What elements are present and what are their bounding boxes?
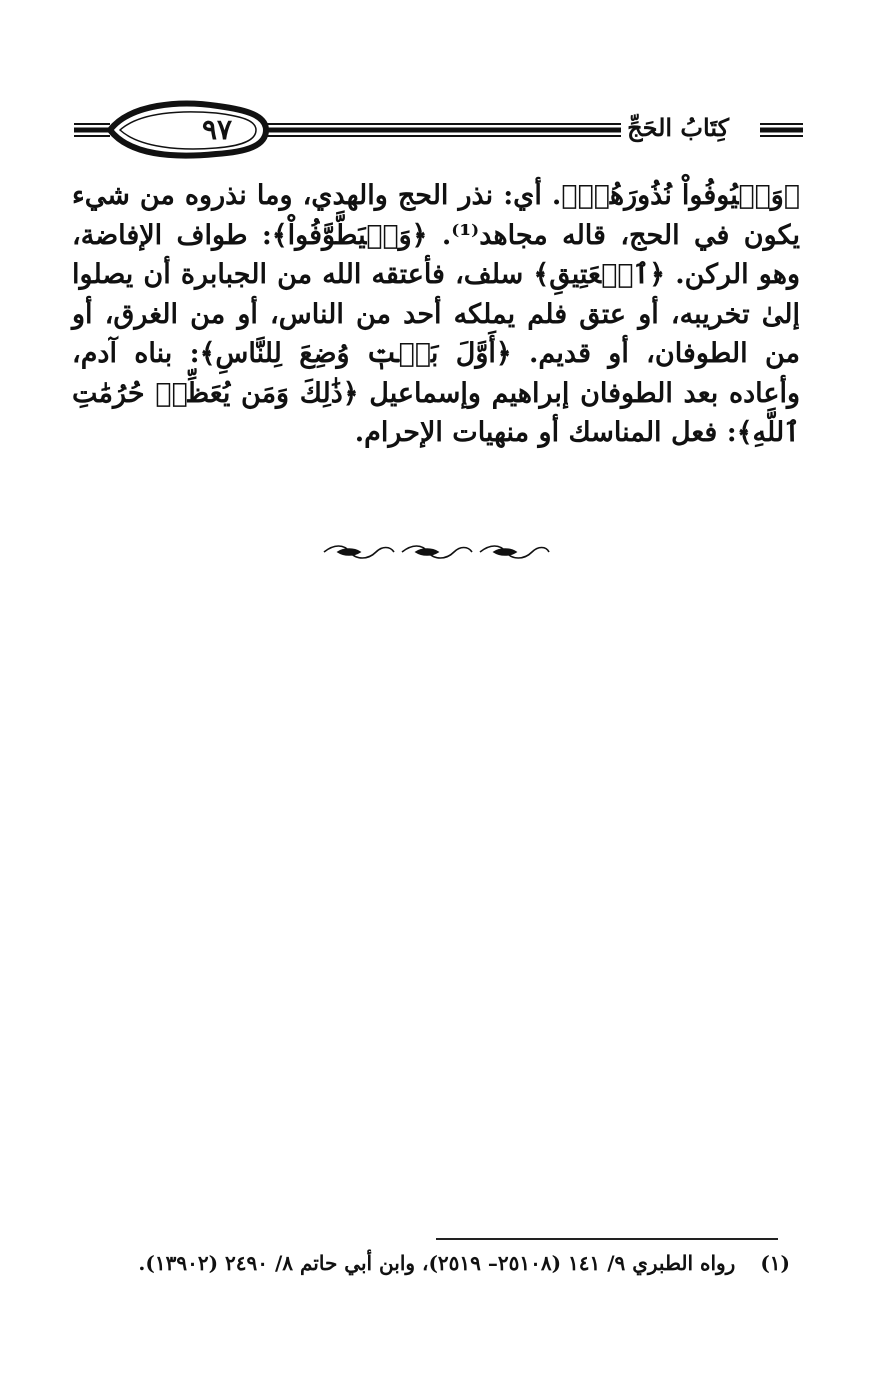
- page-header: [70, 98, 805, 162]
- footnote-text: رواه الطبري ٩/ ١٤١ (٢٥١٠٨– ٢٥١٩)، وابن أبي حاتم ٨/ ٢٤٩٠ (١٣٩٠٢).: [138, 1251, 736, 1275]
- footnote-separator: [436, 1238, 778, 1240]
- page-number: ٩٧: [201, 113, 233, 146]
- section-divider-ornament-icon: [320, 538, 552, 564]
- chapter-title: كِتَابُ الحَجِّ: [621, 108, 735, 148]
- body-paragraph: [72, 176, 800, 453]
- body-paragraph-text: ﴿وَلۡيُوفُواْ نُذُورَهُمۡ﴾. أي: نذر الحج والهدي، وما نذروه من شيء يكون في الحج، قاله مجاهد⁽¹⁾. ﴿وَلۡيَطَّوَّفُواْ﴾: طواف الإفاضة، وهو الركن. ﴿ٱلۡعَتِيقِ﴾ سلف، فأعتقه الله من الجبابرة أن يصلوا إلىٰ تخريبه، أو عتق فلم يملكه أحد من الناس، أو من الغرق، أو من الطوفان، أو قديم. ﴿أَوَّلَ بَيۡتٖ وُضِعَ لِلنَّاسِ﴾: بناه آدم، وأعاده بعد الطوفان إبراهيم وإسماعيل ﴿ذَٰلِكَ وَمَن يُعَظِّمۡ حُرُمَٰتِ ٱللَّهِ﴾: فعل المناسك أو منهيات الإحرام.: [72, 180, 801, 448]
- footnote: [60, 1246, 790, 1280]
- footnote-marker: (١): [760, 1251, 790, 1275]
